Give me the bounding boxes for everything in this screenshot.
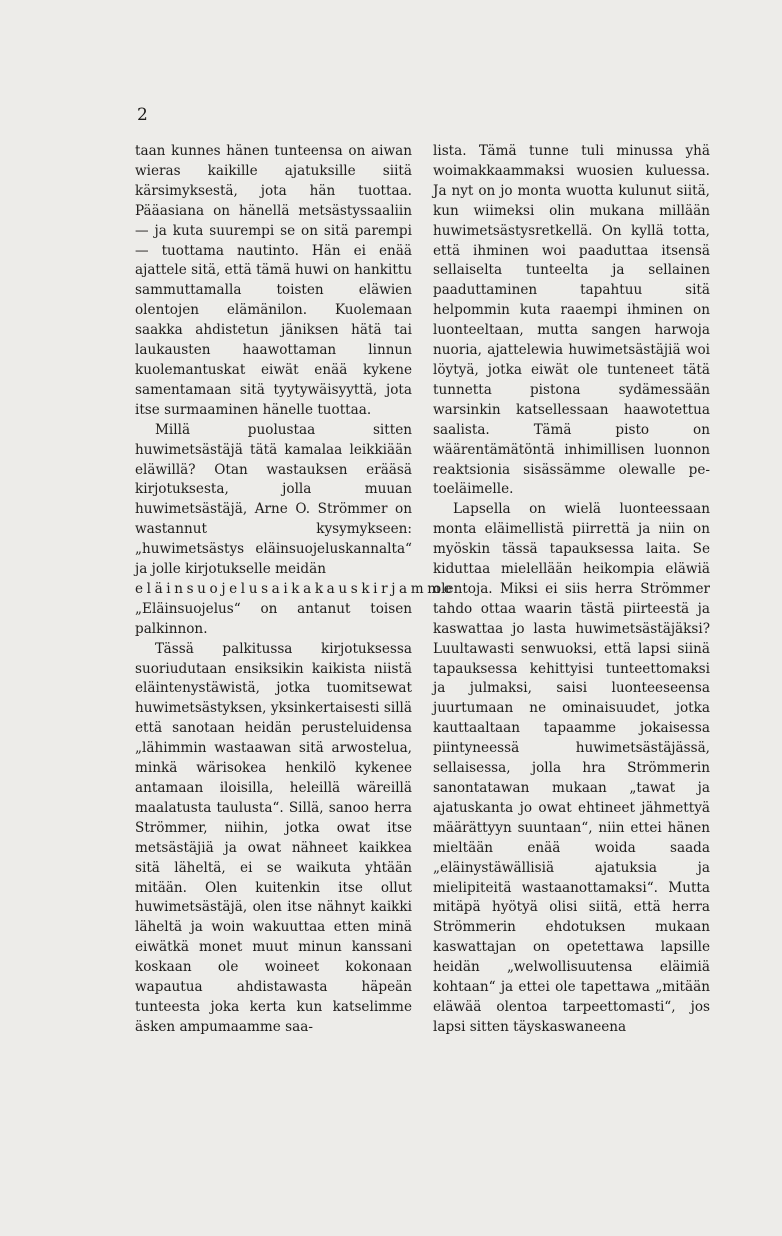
paragraph: Millä puolustaa sitten huwimetsästäjä tätä kamalaa leikkiään eläwillä? Otan wastauksen erääsä kirjotuksesta, jolla muuan huwimetsästäjä, Arne O. Strömmer on wastannut kysymykseen: „huwimetsästys eläinsuojeluskannalta“ ja jolle kirjotukselle meidän <box>135 421 412 578</box>
spaced-title: eläinsuojelusaikakauskirjamme <box>135 580 456 597</box>
paragraph: „Eläinsuojelus“ on antanut toisen palkinnon. <box>135 600 412 637</box>
paragraph: Lapsella on wielä luonteessaan monta eläimellistä piirrettä ja niin on myöskin tässä tapauksessa laita. Se kiduttaa mielellään heikompia eläwiä olentoja. Miksi ei siis herra Strömmer tahdo ottaa waarin tästä piirteestä ja kaswattaa jo lasta huwimetsästäjäksi? Luultawasti senwuoksi, että lapsi siinä tapauksessa kehittyisi tunteettomaksi ja julmaksi, saisi luonteeseensa juurtumaan ne ominaisuudet, jotka kauttaaltaan tapaamme jokaisessa piintyneessä huwimetsästäjässä, sellaisessa, jolla hra Strömmerin sanontatawan mukaan „tawat ja ajatuskanta jo owat ehtineet jähmettyä määrättyyn suuntaan“, niin ettei hänen mieltään enää woida saada „eläinystäwällisiä ajatuksia ja mielipiteitä wastaanottamaksi“. Mutta mitäpä hyötyä olisi siitä, että herra Strömmerin ehdotuksen mukaan kaswattajan on opetettawa lapsille heidän „welwollisuutensa eläimiä kohtaan“ ja ettei ole tapettawa „mitään eläwää olentoa tarpeettomasti“, jos lapsi sitten täyskaswaneena <box>433 501 710 1035</box>
paragraph: Tässä palkitussa kirjotuksessa suoriudutaan ensiksikin kaikista niistä eläintenystäwistä, jotka tuomitsewat huwimetsästyksen, yksinkertaisesti sillä että sanotaan heidän perusteluidensa „lähimmin wastaawan sitä arwostelua, minkä wärisokea henkilö kykenee antamaan iloisilla, heleillä wäreillä maalatusta taulusta“. Sillä, sanoo herra Strömmer, niihin, jotka owat itse metsästäjiä ja owat nähneet kaikkea sitä läheltä, ei se waikuta yhtään mitään. Olen kuitenkin itse ollut huwimetsästäjä, olen itse nähnyt kaikki läheltä ja woin wakuuttaa etten minä eiwätkä monet muut minun kanssani koskaan ole woineet kokonaan wapautua ahdistawasta häpeän tunteesta joka kerta kun katselimme äsken ampumaamme saa- <box>135 640 412 1035</box>
right-column <box>433 142 710 1038</box>
page-number: 2 <box>137 105 148 125</box>
paragraph: taan kunnes hänen tunteensa on aiwan wieras kaikille ajatuksille siitä kärsimyksestä, jota hän tuottaa. Pääasiana on hänellä metsästyssaaliin — ja kuta suurempi se on sitä parempi — tuottama nautinto. Hän ei enää ajattele sitä, että tämä huwi on hankittu sammuttamalla toisten eläwien olentojen elämänilon. Kuolemaan saakka ahdistetun jäniksen hätä tai laukausten haawottaman linnun kuolemantuskat eiwät enää kykene samentamaan sitä tyytywäisyyttä, jota itse surmaaminen hänelle tuottaa. <box>135 143 412 418</box>
left-column <box>135 142 456 1038</box>
paragraph: lista. Tämä tunne tuli minussa yhä woimakkaammaksi wuosien kuluessa. Ja nyt on jo monta wuotta kulunut siitä, kun wiimeksi olin mukana millään huwimetsästysretkellä. On kyllä totta, että ihminen woi paaduttaa itsensä sellaiselta tunteelta ja sellainen paaduttaminen tapahtuu sitä helpommin kuta raaempi ihminen on luonteeltaan, mutta sangen harwoja nuoria, ajattelewia huwimetsästäjiä woi löytyä, jotka eiwät ole tunteneet tätä tunnetta pistona sydämessään warsinkin katsellessaan haawotettua saalista. Tämä pisto on wäärentämätöntä inhimillisen luonnon reaktsionia sisässämme olewalle pe-toeläimelle. <box>433 143 710 498</box>
